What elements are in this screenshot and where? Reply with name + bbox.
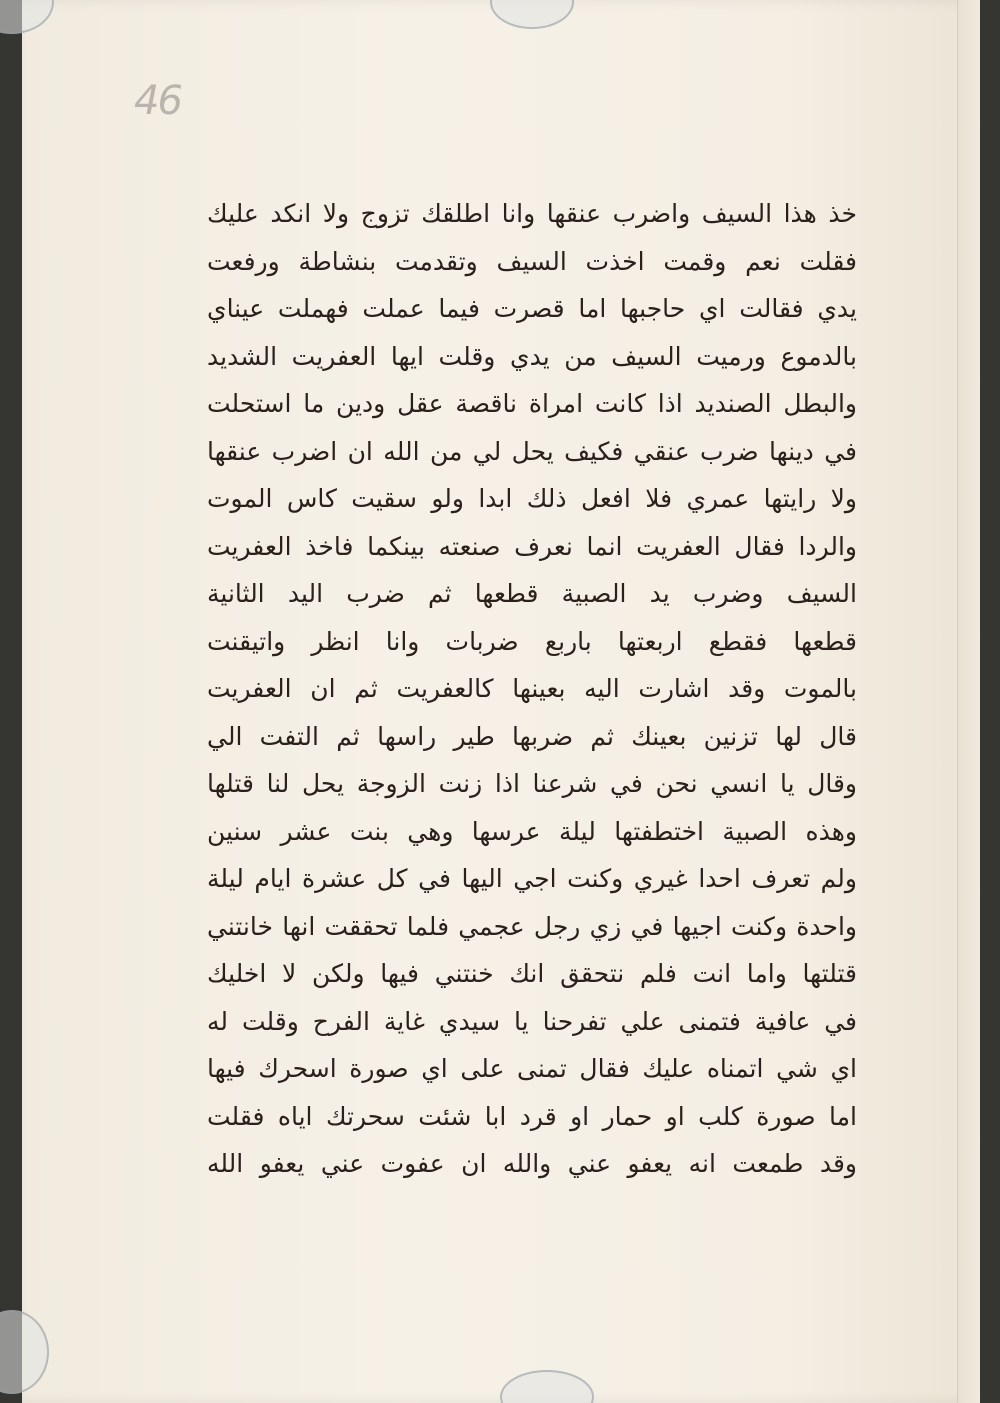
text-line-4: بالدموع ورميت السيف من يدي وقلت ايها العفريت الشديد xyxy=(207,341,857,371)
text-line-16: واحدة وكنت اجيها في زي رجل عجمي فلما تحققت انها خانتني xyxy=(207,911,857,941)
folio-number: 46 xyxy=(134,78,181,124)
text-line-19: اي شي اتمناه عليك فقال تمنى على اي صورة اسحرك فيها xyxy=(207,1054,857,1083)
text-line-11: بالموت وقد اشارت اليه بعينها كالعفريت ثم ان العفريت xyxy=(207,674,857,703)
text-line-14: وهذه الصبية اختطفتها ليلة عرسها وهي بنت عشر سنين xyxy=(207,816,857,846)
text-line-7: ولا رايتها عمري فلا افعل ذلك ابدا ولو سقيت كاس الموت xyxy=(207,484,857,513)
text-line-9: السيف وضرب يد الصبية قطعها ثم ضرب اليد الثانية xyxy=(207,579,857,608)
text-line-17: قتلتها واما انت فلم نتحقق انك خنتني فيها ولكن لا اخليك xyxy=(207,959,857,988)
text-line-6: في دينها ضرب عنقي فكيف يحل لي من الله ان اضرب عنقها xyxy=(207,436,857,466)
text-line-2: فقلت نعم وقمت اخذت السيف وتقدمت بنشاطة ورفعت xyxy=(207,246,857,276)
text-line-12: قال لها تزنين بعينك ثم ضربها طير راسها ثم التفت الي xyxy=(207,721,857,751)
text-line-8: والردا فقال العفريت انما نعرف صنعته بينكما فاخذ العفريت xyxy=(207,531,857,561)
text-line-10: قطعها فقطع اربعتها باربع ضربات وانا انظر واتيقنت xyxy=(207,626,857,656)
text-line-21: وقد طمعت انه يعفو عني والله ان عفوت عني يعفو الله xyxy=(207,1149,857,1178)
text-line-15: ولم تعرف احدا غيري وكنت اجي اليها في كل عشرة ايام ليلة xyxy=(207,864,857,893)
text-line-20: اما صورة كلب او حمار او قرد ابا شئت سحرتك اياه فقلت xyxy=(207,1101,857,1131)
text-line-18: في عافية فتمنى علي تفرحنا يا سيدي غاية الفرح وقلت له xyxy=(207,1006,857,1036)
manuscript-page xyxy=(22,0,980,1403)
facing-page-edge xyxy=(957,0,980,1403)
text-line-5: والبطل الصنديد اذا كانت امراة ناقصة عقل ودين ما استحلت xyxy=(207,389,857,418)
text-line-3: يدي فقالت اي حاجبها اما قصرت فيما عملت فهملت عيناي xyxy=(207,294,857,323)
text-line-1: خذ هذا السيف واضرب عنقها وانا اطلقك تزوج ولا انكد عليك xyxy=(207,199,857,228)
text-line-13: وقال يا انسي نحن في شرعنا اذا زنت الزوجة يحل لنا قتلها xyxy=(207,769,857,798)
text-block xyxy=(207,190,857,1188)
